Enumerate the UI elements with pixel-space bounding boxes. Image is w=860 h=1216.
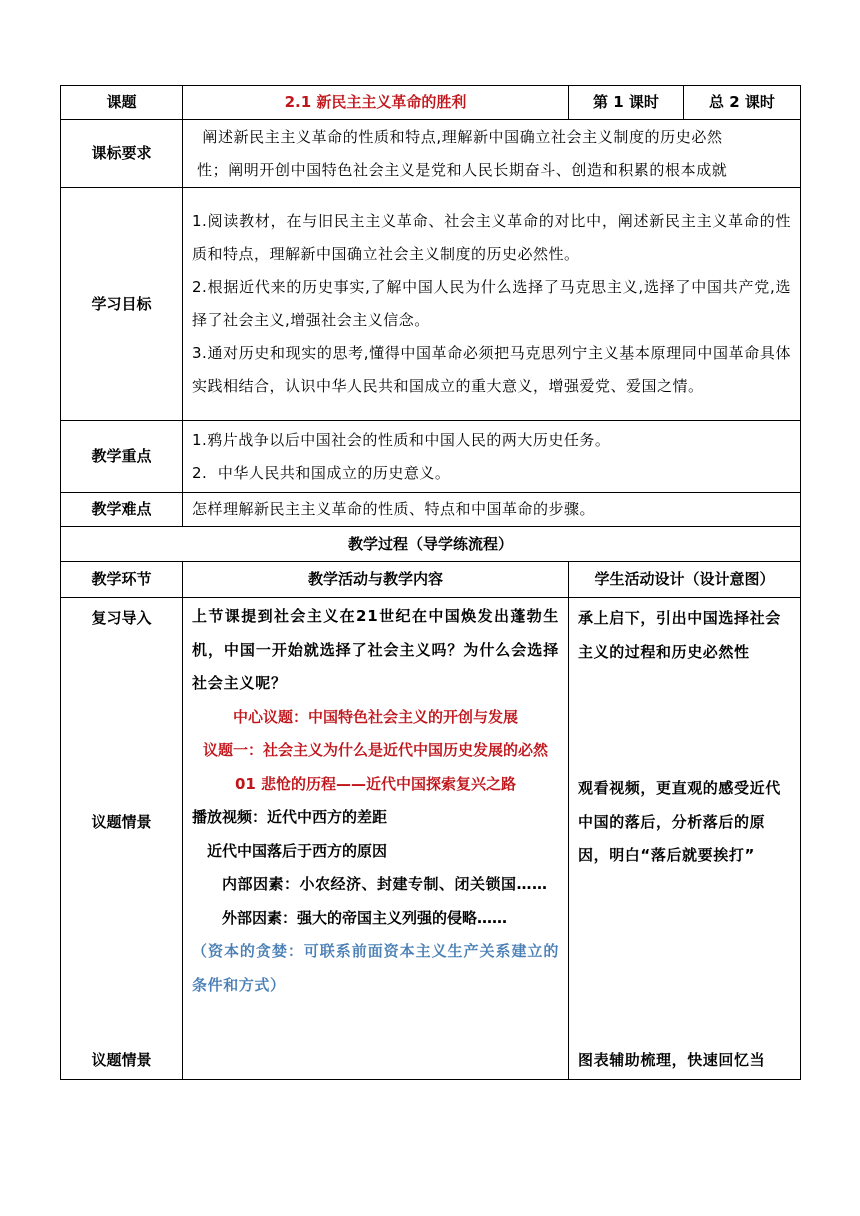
external-factors: 外部因素：强大的帝国主义列强的侵略…… — [222, 908, 508, 927]
stage-review: 复习导入 — [91, 609, 152, 627]
key-point-2: 2. 中华人民共和国成立的历史意义。 — [192, 463, 451, 482]
objectives-row — [61, 188, 801, 421]
stage-scenario-2: 议题情景 — [91, 1051, 152, 1069]
design-column — [569, 598, 801, 1080]
content-column — [183, 598, 569, 1080]
scenario-2-design: 图表辅助梳理，快速回忆当 — [578, 1051, 766, 1069]
lesson-title: 2.1 新民主主义革命的胜利 — [183, 86, 569, 120]
difficulties-label: 教学难点 — [61, 493, 183, 527]
key-points-label: 教学重点 — [61, 421, 183, 493]
difficulties-content: 怎样理解新民主主义革命的性质、特点和中国革命的步骤。 — [183, 493, 801, 527]
objective-2: 2.根据近代来的历史事实,了解中国人民为什么选择了马克思主义,选择了中国共产党,选择了社会主义,增强社会主义信念。 — [192, 278, 791, 329]
objectives-label: 学习目标 — [61, 188, 183, 421]
key-point-1: 1.鸦片战争以后中国社会的性质和中国人民的两大历史任务。 — [192, 430, 611, 449]
scenario-design: 观看视频，更直观的感受近代中国的落后，分析落后的原因，明白“落后就要挨打” — [578, 779, 781, 864]
col-design-header: 学生活动设计（设计意图） — [569, 562, 801, 598]
central-topic: 中心议题：中国特色社会主义的开创与发展 — [232, 707, 518, 726]
review-content: 上节课提到社会主义在21世纪在中国焕发出蓬勃生机，中国一开始就选择了社会主义吗？为什么会选择社会主义呢？ — [192, 607, 559, 692]
lesson-number: 第 1 课时 — [569, 86, 684, 120]
key-points-content — [183, 421, 801, 493]
topic-one: 议题一：社会主义为什么是近代中国历史发展的必然 — [202, 741, 548, 759]
standards-line-1: 阐述新民主主义革命的性质和特点,理解新中国确立社会主义制度的历史必然 — [197, 127, 723, 146]
standards-row — [61, 120, 801, 188]
standards-label: 课标要求 — [61, 120, 183, 188]
difficulties-row — [61, 493, 801, 527]
objective-3: 3.通对历史和现实的思考,懂得中国革命必须把马克思列宁主义基本原理同中国革命具体实践相结合，认识中华人民共和国成立的重大意义，增强爱党、爱国之情。 — [192, 344, 791, 395]
title-label: 课题 — [61, 86, 183, 120]
stage-scenario: 议题情景 — [91, 813, 152, 831]
lesson-plan-table — [60, 85, 801, 1080]
objective-1: 1.阅读教材，在与旧民主主义革命、社会主义革命的对比中，阐述新民主主义革命的性质和特点，理解新中国确立社会主义制度的历史必然性。 — [192, 212, 791, 263]
process-body-row — [61, 598, 801, 1080]
key-points-row — [61, 421, 801, 493]
col-stage-header: 教学环节 — [61, 562, 183, 598]
process-header-row — [61, 562, 801, 598]
section-01-heading: 01 悲怆的历程——近代中国探索复兴之路 — [234, 774, 517, 793]
objectives-content — [183, 188, 801, 421]
internal-factors: 内部因素：小农经济、封建专制、闭关锁国…… — [222, 875, 548, 893]
standards-line-2: 性；阐明开创中国特色社会主义是党和人民长期奋斗、创造和积累的根本成就 — [197, 160, 728, 179]
process-title-row — [61, 527, 801, 562]
process-title: 教学过程（导学练流程） — [61, 527, 801, 562]
reason-title: 近代中国落后于西方的原因 — [207, 841, 388, 860]
title-row — [61, 86, 801, 120]
col-content-header: 教学活动与教学内容 — [183, 562, 569, 598]
stage-column — [61, 598, 183, 1080]
standards-content — [183, 120, 801, 188]
lesson-total: 总 2 课时 — [684, 86, 801, 120]
video-line: 播放视频：近代中西方的差距 — [192, 808, 388, 826]
review-design: 承上启下，引出中国选择社会主义的过程和历史必然性 — [578, 609, 781, 661]
capital-note: （资本的贪婪：可联系前面资本主义生产关系建立的条件和方式） — [192, 942, 559, 994]
